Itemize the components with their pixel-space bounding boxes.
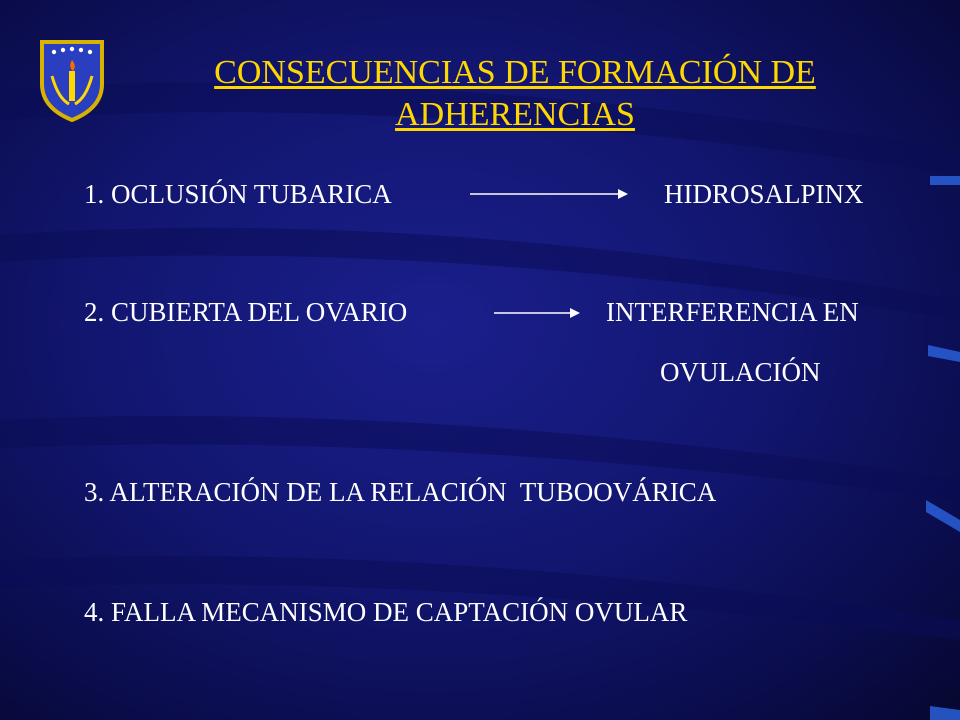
item-2-result-line-2: OVULACIÓN: [660, 357, 821, 387]
item-2-result-line-1: INTERFERENCIA EN: [606, 297, 859, 327]
item-4-label: 4. FALLA MECANISMO DE CAPTACIÓN OVULAR: [84, 597, 688, 627]
title-line-1: CONSECUENCIAS DE FORMACIÓN DE: [214, 54, 816, 91]
university-crest-icon: [38, 38, 106, 122]
item-3-label: 3. ALTERACIÓN DE LA RELACIÓN TUBOOVÁRICA: [84, 477, 717, 507]
arrow-right-icon: [494, 305, 582, 321]
arrow-right-icon: [470, 186, 630, 202]
item-1-result: HIDROSALPINX: [664, 179, 864, 209]
slide-title: [150, 52, 880, 136]
item-2-label: 2. CUBIERTA DEL OVARIO: [84, 297, 408, 327]
item-1-label: 1. OCLUSIÓN TUBARICA: [84, 179, 392, 209]
title-line-2: ADHERENCIAS: [395, 96, 635, 133]
